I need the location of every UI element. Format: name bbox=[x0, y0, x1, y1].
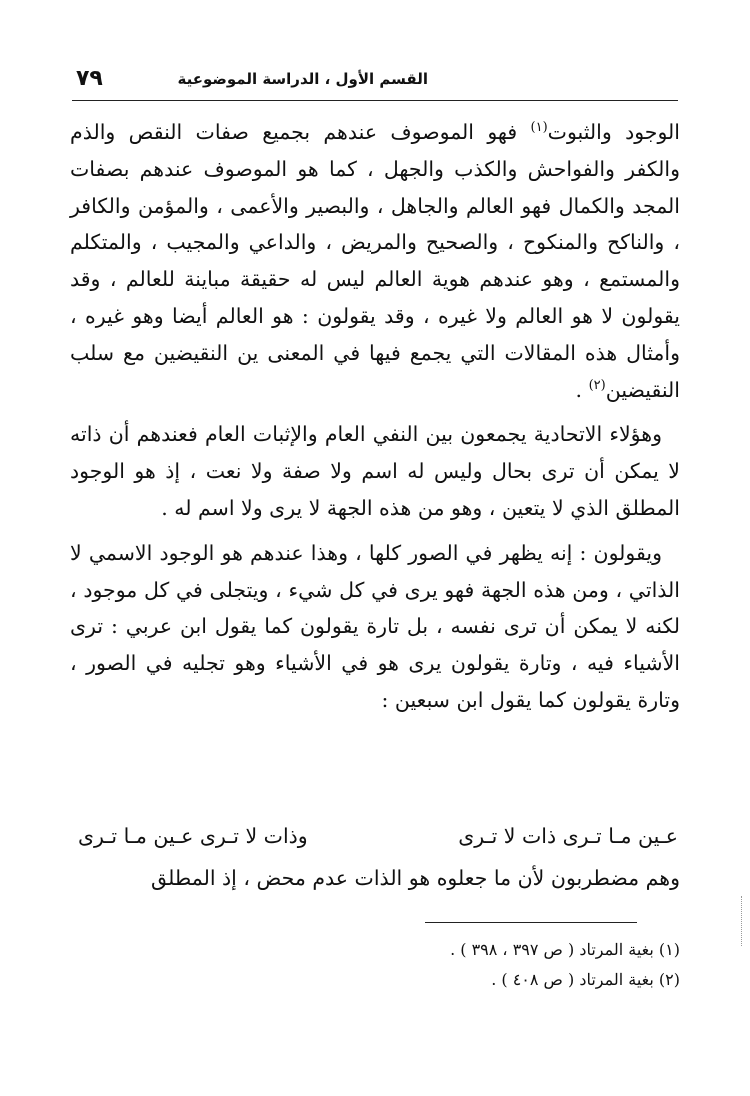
footnote-ref-1: (١) bbox=[530, 120, 548, 136]
page-header bbox=[72, 62, 678, 101]
footnote-ref-2: (٢) bbox=[588, 377, 606, 393]
footnotes bbox=[70, 935, 680, 995]
main-text bbox=[70, 114, 680, 719]
verse-second-hemistich: وذات لا تـرى عـين مـا تـرى bbox=[78, 824, 308, 848]
paragraph-1-end: . bbox=[575, 377, 589, 402]
footnote-1: (١) بغية المرتاد ( ص ٣٩٧ ، ٣٩٨ ) . bbox=[450, 940, 680, 959]
footnote-2: (٢) بغية المرتاد ( ص ٤٠٨ ) . bbox=[491, 970, 680, 989]
verse-first-hemistich: عـين مـا تـرى ذات لا تـرى bbox=[458, 824, 678, 848]
running-title: القسم الأول ، الدراسة الموضوعية bbox=[177, 70, 428, 88]
paragraph-1 bbox=[70, 114, 680, 408]
footnote-separator bbox=[425, 922, 637, 923]
paragraph-2: وهؤلاء الاتحادية يجمعون بين النفي العام والإثبات العام فعندهم أن ذاته لا يمكن أن ترى بحال وليس له اسم ولا صفة ولا نعت ، إذ هو الوجود المطلق الذي لا يتعين ، وهو من هذه الجهة لا يرى ولا اسم له . bbox=[70, 422, 680, 520]
scan-edge-mark bbox=[741, 896, 744, 946]
paragraph-3: ويقولون : إنه يظهر في الصور كلها ، وهذا عندهم هو الوجود الاسمي لا الذاتي ، ومن هذه الجهة فهو يرى في كل شيء ، ويتجلى في كل موجود ، لكنه لا يمكن أن ترى نفسه ، بل تارة يقولون كما يقول ابن عربي : ترى الأشياء فيه ، وتارة يقولون يرى هو في الأشياء وهو تجليه في الصور ، وتارة يقولون كما يقول ابن سبعين : bbox=[70, 540, 680, 712]
page-number: ٧٩ bbox=[76, 66, 103, 91]
poetry-verse bbox=[78, 818, 678, 854]
paragraph-1-start: الوجود والثبوت bbox=[547, 120, 680, 144]
paragraph-1-text: فهو الموصوف عندهم بجميع صفات النقص والذم والكفر والفواحش والكذب والجهل ، كما هو الموصوف عندهم بصفات المجد والكمال فهو العالم والجاهل ، والبصير والأعمى ، والمؤمن والكافر ، والناكح والمنكوح ، والصحيح والمريض ، والداعي والمجيب ، والمتكلم والمستمع ، وهو عندهم هوية العالم ليس له حقيقة مباينة للعالم ، وقد يقولون لا هو العالم ولا غيره ، وقد يقولون : هو العالم أيضا وهو غيره ، وأمثال هذه المقالات التي يجمع فيها في المعنى ين النقيضين مع سلب النقيضين bbox=[70, 120, 680, 402]
continuation-line: وهم مضطربون لأن ما جعلوه هو الذات عدم محض ، إذ المطلق bbox=[151, 866, 680, 890]
